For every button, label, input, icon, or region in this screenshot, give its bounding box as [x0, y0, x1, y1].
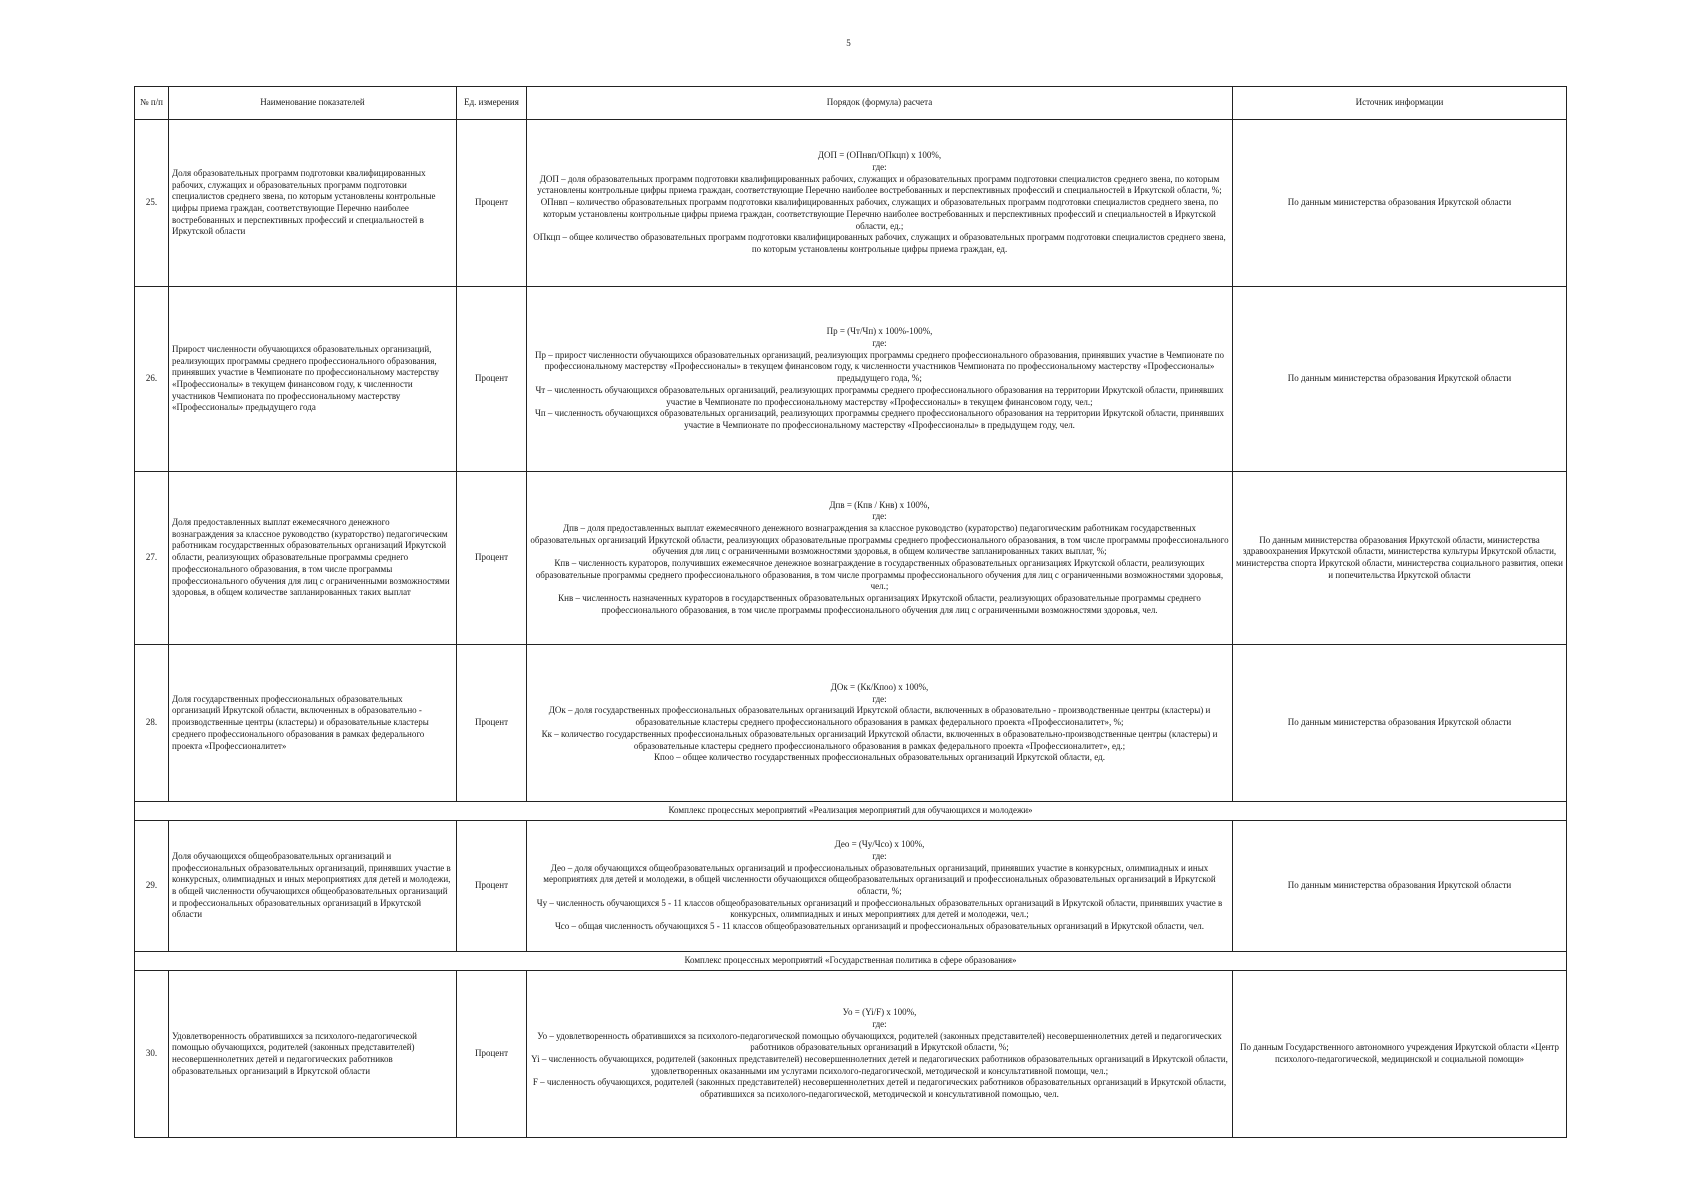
formula-definition: Чсо – общая численность обучающихся 5 - 11 классов общеобразовательных организаций и профессиональных образовательных организаций в Иркутской области, чел. — [554, 921, 1205, 932]
indicator-name: Доля обучающихся общеобразовательных организаций и профессиональных образовательных организаций, принявших участие в конкурсных, олимпиадных и иных мероприятиях для детей и молодежи, в общей численности обучающихся общеобразовательных организаций и профессиональных образовательных организаций в Иркутской области — [169, 821, 457, 952]
formula-expression: Уо = (Yi/F) x 100%, — [842, 1007, 917, 1018]
formula-expression: ДОк = (Кк/Кпоо) x 100%, — [830, 682, 929, 693]
formula-where: где: — [872, 162, 887, 173]
indicator-unit: Процент — [457, 472, 527, 645]
row-number: 30. — [135, 971, 169, 1138]
section-row — [135, 952, 1567, 971]
indicator-unit: Процент — [457, 645, 527, 802]
indicator-source: По данным министерства образования Иркутской области — [1233, 120, 1567, 287]
formula-definition: Кпоо – общее количество государственных профессиональных образовательных организаций Иркутской области, ед. — [654, 752, 1105, 763]
row-number: 28. — [135, 645, 169, 802]
row-number: 27. — [135, 472, 169, 645]
formula-definition: Чу – численность обучающихся 5 - 11 классов общеобразовательных организаций и профессиональных образовательных организаций в Иркутской области, принявших участие в конкурсных, олимпиадных и иных мероприятиях для детей и молодежи, чел.; — [536, 897, 1223, 920]
section-header: Комплекс процессных мероприятий «Реализация мероприятий для обучающихся и молодежи» — [135, 802, 1567, 821]
indicator-formula — [527, 821, 1233, 952]
formula-where: где: — [872, 1018, 887, 1029]
table-header-row — [135, 87, 1567, 120]
header-formula: Порядок (формула) расчета — [527, 87, 1233, 120]
indicators-table — [134, 86, 1567, 1138]
formula-definition: ОПнвп – количество образовательных программ подготовки квалифицированных рабочих, служащих и образовательных программ подготовки специалистов среднего звена, по которым установлены контрольные цифры приема граждан, соответствующие Перечню наиболее востребованных и перспективных профессий и специальностей в Иркутской области, ед.; — [540, 197, 1219, 231]
indicator-name: Доля государственных профессиональных образовательных организаций Иркутской области, включенных в образовательно - производственные центры (кластеры) и образовательные кластеры среднего профессионального образования в рамках федерального проекта «Профессионалитет» — [169, 645, 457, 802]
header-unit: Ед. измерения — [457, 87, 527, 120]
formula-where: где: — [872, 338, 887, 349]
section-header: Комплекс процессных мероприятий «Государственная политика в сфере образования» — [135, 952, 1567, 971]
formula-definition: Дпв – доля предоставленных выплат ежемесячного денежного вознаграждения за классное руководство (кураторство) педагогическим работникам государственных образовательных организаций Иркутской области, реализующих образовательные программы среднего профессионального образования, в том числе программы профессионального обучения для лиц с ограниченными возможностями здоровья, в общем количестве запланированных таких выплат, %; — [530, 522, 1229, 557]
indicator-unit: Процент — [457, 971, 527, 1138]
formula-expression: Дпв = (Кпв / Кнв) x 100%, — [829, 499, 930, 510]
formula-definition: Чп – численность обучающихся образовательных организаций, реализующих программы среднего профессионального образования на территории Иркутской области, принявших участие в Чемпионате по профессиональному мастерству «Профессионалы» в предыдущем году, чел. — [535, 408, 1224, 430]
table-row — [135, 645, 1567, 802]
formula-definition: ДОП – доля образовательных программ подготовки квалифицированных рабочих, служащих и образовательных программ подготовки специалистов среднего звена, по которым установлены контрольные цифры приема граждан, соответствующие Перечню наиболее востребованных и перспективных профессий и специальностей в Иркутской области, %; — [537, 173, 1222, 196]
table-row — [135, 971, 1567, 1138]
indicator-source: По данным министерства образования Иркутской области — [1233, 287, 1567, 472]
indicator-source: По данным Государственного автономного учреждения Иркутской области «Центр психолого-педагогической, медицинской и социальной помощи» — [1233, 971, 1567, 1138]
table-row — [135, 120, 1567, 287]
formula-definition: F – численность обучающихся, родителей (законных представителей) несовершеннолетних детей и педагогических работников образовательных организаций в Иркутской области, обратившихся за психолого-педагогической, методической и консультативной помощью, чел. — [532, 1077, 1227, 1100]
formula-definition: Yi – численность обучающихся, родителей (законных представителей) несовершеннолетних детей и педагогических работников образовательных организаций в Иркутской области, удовлетворенных оказанными им услугами психолого-педагогической, методической и консультативной помощи, чел.; — [531, 1054, 1228, 1076]
header-num: № п/п — [135, 87, 169, 120]
indicator-formula — [527, 971, 1233, 1138]
indicator-name: Доля предоставленных выплат ежемесячного денежного вознаграждения за классное руководство (кураторство) педагогическим работникам государственных образовательных организаций Иркутской области, реализующих образовательные программы среднего профессионального образования, в том числе программы профессионального обучения для лиц с ограниченными возможностями здоровья, в общем количестве запланированных таких выплат — [169, 472, 457, 645]
table-row — [135, 287, 1567, 472]
indicator-name: Доля образовательных программ подготовки квалифицированных рабочих, служащих и образовательных программ подготовки специалистов среднего звена, по которым установлены контрольные цифры приема граждан, соответствующие Перечню наиболее востребованных и перспективных профессий и специальностей в Иркутской области — [169, 120, 457, 287]
formula-where: где: — [872, 850, 887, 861]
formula-definition: ДОк – доля государственных профессиональных образовательных организаций Иркутской области, включенных в образовательно - производственные центры (кластеры) и образовательные кластеры среднего профессионального образования в рамках федерального проекта «Профессионалитет», %; — [548, 705, 1211, 728]
indicator-unit: Процент — [457, 287, 527, 472]
indicator-formula — [527, 287, 1233, 472]
indicator-source: По данным министерства образования Иркутской области — [1233, 821, 1567, 952]
formula-expression: Део = (Чу/Чсо) x 100%, — [834, 839, 925, 850]
formula-definition: Кнв – численность назначенных кураторов в государственных образовательных организациях Иркутской области, реализующих образовательные программы среднего профессионального образования, в том числе программы профессионального обучения для лиц с ограниченными возможностями здоровья, чел. — [558, 593, 1201, 615]
indicator-formula — [527, 472, 1233, 645]
indicator-source: По данным министерства образования Иркутской области, министерства здравоохранения Иркутской области, министерства культуры Иркутской области, министерства спорта Иркутской области, министерства социального развития, опеки и попечительства Иркутской области — [1233, 472, 1567, 645]
formula-definition: Део – доля обучающихся общеобразовательных организаций и профессиональных образовательных организаций, принявших участие в конкурсных, олимпиадных и иных мероприятиях для детей и молодежи, в общей численности обучающихся общеобразовательных организаций и профессиональных образовательных организаций в Иркутской области, %; — [543, 862, 1216, 896]
indicator-formula — [527, 645, 1233, 802]
formula-definition: Уо – удовлетворенность обратившихся за психолого-педагогической помощью обучающихся, родителей (законных представителей) несовершеннолетних детей и педагогических работников образовательных организаций в Иркутской области, %; — [537, 1030, 1222, 1053]
row-number: 26. — [135, 287, 169, 472]
indicator-unit: Процент — [457, 120, 527, 287]
formula-definition: ОПкцп – общее количество образовательных программ подготовки квалифицированных рабочих, служащих и образовательных программ подготовки специалистов среднего звена, по которым установлены контрольные цифры приема граждан, ед. — [533, 232, 1226, 254]
header-name: Наименование показателей — [169, 87, 457, 120]
table-row — [135, 472, 1567, 645]
formula-where: где: — [872, 511, 887, 522]
formula-definition: Кпв – численность кураторов, получивших ежемесячное денежное вознаграждение в государственных образовательных организациях Иркутской области, реализующих образовательные программы среднего профессионального образования, в том числе программы профессионального обучения для лиц с ограниченными возможностями здоровья, чел.; — [535, 558, 1224, 592]
indicator-formula — [527, 120, 1233, 287]
formula-expression: Пр = (Чт/Чп) x 100%-100%, — [826, 326, 933, 337]
section-row — [135, 802, 1567, 821]
formula-definition: Пр – прирост численности обучающихся образовательных организаций, реализующих программы среднего профессионального образования, принявших участие в Чемпионате по профессиональному мастерству «Профессионалы» в текущем финансовом году, к численности участников Чемпионата по профессиональному мастерству «Профессионалы» предыдущего года, %; — [535, 349, 1224, 384]
formula-where: где: — [872, 693, 887, 704]
formula-definition: Кк – количество государственных профессиональных образовательных организаций Иркутской области, включенных в образовательно-производственные центры (кластеры) и образовательные кластеры среднего профессионального образования в рамках федерального проекта «Профессионалитет», ед.; — [541, 728, 1218, 751]
table-row — [135, 821, 1567, 952]
header-source: Источник информации — [1233, 87, 1567, 120]
formula-expression: ДОП = (ОПнвп/ОПкцп) x 100%, — [817, 150, 942, 161]
row-number: 29. — [135, 821, 169, 952]
indicator-unit: Процент — [457, 821, 527, 952]
indicator-name: Удовлетворенность обратившихся за психолого-педагогической помощью обучающихся, родителей (законных представителей) несовершеннолетних детей и педагогических работников образовательных организаций в Иркутской области — [169, 971, 457, 1138]
formula-definition: Чт – численность обучающихся образовательных организаций, реализующих программы среднего профессионального образования на территории Иркутской области, принявших участие в Чемпионате по профессиональному мастерству «Профессионалы» в текущем финансовом году, чел.; — [535, 384, 1224, 407]
row-number: 25. — [135, 120, 169, 287]
indicator-source: По данным министерства образования Иркутской области — [1233, 645, 1567, 802]
indicator-name: Прирост численности обучающихся образовательных организаций, реализующих программы среднего профессионального образования, принявших участие в Чемпионате по профессиональному мастерству «Профессионалы» в текущем финансовом году, к численности участников Чемпионата по профессиональному мастерству «Профессионалы» предыдущего года — [169, 287, 457, 472]
page-number: 5 — [846, 38, 851, 48]
